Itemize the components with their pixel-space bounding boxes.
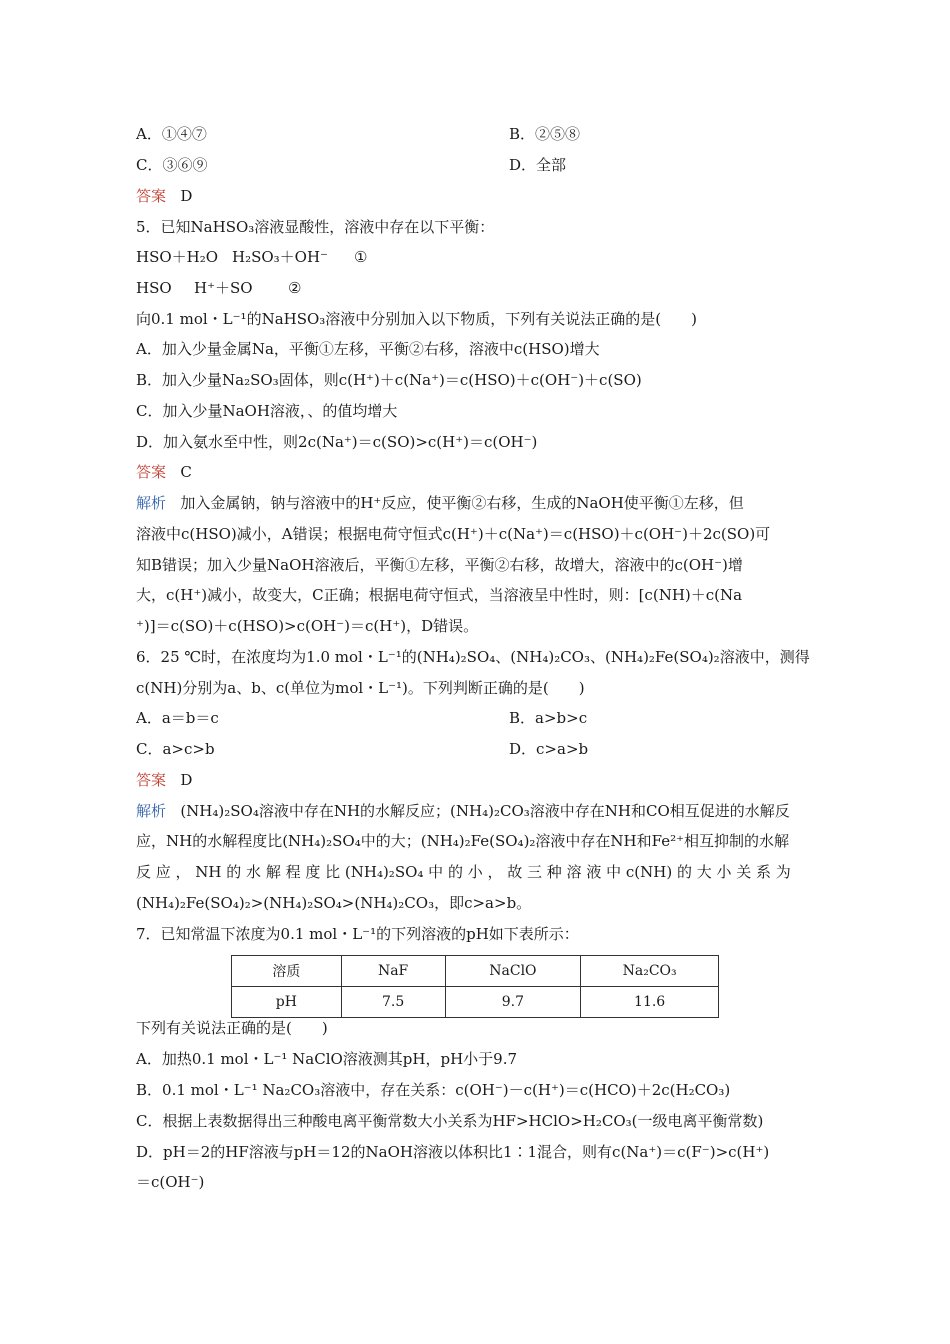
q4-option-b: B．②⑤⑧ bbox=[509, 125, 581, 143]
table-row bbox=[232, 987, 719, 1018]
table-cell: 9.7 bbox=[445, 987, 581, 1018]
table-cell: pH bbox=[232, 987, 342, 1018]
q6-option-c: C．a>c>b bbox=[136, 740, 215, 758]
q6-explanation-line-3: 反 应 ， NH 的 水 解 程 度 比 (NH₄)₂SO₄ 中 的 小 ， 故 三 种 溶 液 中 c(NH) 的 大 小 关 系 为 bbox=[136, 863, 791, 881]
q5-option-d: D．加入氨水至中性，则2c(Na⁺)＝c(SO)>c(H⁺)＝c(OH⁻) bbox=[136, 433, 538, 451]
eq1-right: H₂SO₃＋OH⁻ bbox=[232, 248, 328, 266]
q7-question: 下列有关说法正确的是( ) bbox=[136, 1019, 328, 1037]
q5-explanation-line-4: 大，c(H⁺)减小，故变大，C正确；根据电荷守恒式，当溶液呈中性时，则：[c(NH)＋c(Na bbox=[136, 586, 743, 604]
q4-option-d: D．全部 bbox=[509, 156, 567, 174]
table-cell: NaClO bbox=[445, 956, 581, 987]
q4-answer bbox=[136, 186, 192, 206]
answer-value: D bbox=[180, 187, 193, 205]
eq2-left: HSO bbox=[136, 279, 172, 297]
answer-label: 答案 bbox=[136, 463, 167, 481]
q6-answer bbox=[136, 770, 192, 790]
answer-label: 答案 bbox=[136, 771, 167, 789]
eq1-left: HSO＋H₂O bbox=[136, 248, 219, 266]
q5-explanation-line-3: 知B错误；加入少量NaOH溶液后，平衡①左移，平衡②右移，故增大，溶液中的c(OH⁻)增 bbox=[136, 556, 743, 574]
q6-option-d: D．c>a>b bbox=[509, 740, 589, 758]
q7-option-d-line-2: ＝c(OH⁻) bbox=[136, 1173, 205, 1191]
explanation-text: 加入金属钠，钠与溶液中的H⁺反应，使平衡②右移，生成的NaOH使平衡①左移，但 bbox=[180, 494, 744, 512]
q5-explanation-line-2: 溶液中c(HSO)减小，A错误；根据电荷守恒式c(H⁺)＋c(Na⁺)＝c(HSO)＋c(OH⁻)＋2c(SO)可 bbox=[136, 525, 771, 543]
table-cell: 11.6 bbox=[581, 987, 719, 1018]
q6-explanation-line-2: 应，NH的水解程度比(NH₄)₂SO₄中的大；(NH₄)₂Fe(SO₄)₂溶液中存在NH和Fe²⁺相互抑制的水解 bbox=[136, 832, 790, 850]
explanation-label: 解析 bbox=[136, 802, 167, 820]
eq2-right: H⁺＋SO bbox=[194, 279, 253, 297]
table-cell: NaF bbox=[341, 956, 445, 987]
q5-equation-1 bbox=[136, 247, 368, 267]
q5-explanation-line-1 bbox=[136, 493, 744, 513]
q5-question: 向0.1 mol・L⁻¹的NaHSO₃溶液中分别加入以下物质，下列有关说法正确的是( ) bbox=[136, 310, 698, 328]
table-cell: 溶质 bbox=[232, 956, 342, 987]
q7-option-c: C．根据上表数据得出三种酸电离平衡常数大小关系为HF>HClO>H₂CO₃(一级电离平衡常数) bbox=[136, 1112, 764, 1130]
q7-option-a: A．加热0.1 mol・L⁻¹ NaClO溶液测其pH，pH小于9.7 bbox=[136, 1050, 518, 1068]
q6-option-b: B．a>b>c bbox=[509, 709, 588, 727]
explanation-text: (NH₄)₂SO₄溶液中存在NH的水解反应；(NH₄)₂CO₃溶液中存在NH和CO相互促进的水解反 bbox=[180, 802, 790, 820]
table-cell: Na₂CO₃ bbox=[581, 956, 719, 987]
q7-option-d-line-1: D．pH＝2的HF溶液与pH＝12的NaOH溶液以体积比1∶1混合，则有c(Na⁺)＝c(F⁻)>c(H⁺) bbox=[136, 1143, 770, 1161]
q4-option-a: A．①④⑦ bbox=[136, 125, 207, 143]
q5-option-a: A．加入少量金属Na，平衡①左移，平衡②右移，溶液中c(HSO)增大 bbox=[136, 340, 600, 358]
eq2-number: ② bbox=[288, 279, 302, 297]
q5-explanation-line-5: ⁺)]＝c(SO)＋c(HSO)>c(OH⁻)＝c(H⁺)，D错误。 bbox=[136, 617, 479, 635]
q6-explanation-line-1 bbox=[136, 801, 790, 821]
q5-option-b: B．加入少量Na₂SO₃固体，则c(H⁺)＋c(Na⁺)＝c(HSO)＋c(OH⁻)＋c(SO) bbox=[136, 371, 642, 389]
q6-explanation-line-4: (NH₄)₂Fe(SO₄)₂>(NH₄)₂SO₄>(NH₄)₂CO₃，即c>a>b。 bbox=[136, 894, 532, 912]
q7-option-b: B．0.1 mol・L⁻¹ Na₂CO₃溶液中，存在关系：c(OH⁻)－c(H⁺)＝c(HCO)＋2c(H₂CO₃) bbox=[136, 1081, 731, 1099]
table-header-row bbox=[232, 956, 719, 987]
explanation-label: 解析 bbox=[136, 494, 167, 512]
q7-stem: 7．已知常温下浓度为0.1 mol・L⁻¹的下列溶液的pH如下表所示： bbox=[136, 925, 579, 943]
answer-label: 答案 bbox=[136, 187, 167, 205]
q5-equation-2 bbox=[136, 278, 302, 298]
q5-stem: 5．已知NaHSO₃溶液显酸性，溶液中存在以下平衡： bbox=[136, 218, 495, 236]
q6-stem-line-2: c(NH)分别为a、b、c(单位为mol・L⁻¹)。下列判断正确的是( ) bbox=[136, 679, 585, 697]
q6-option-a: A．a＝b＝c bbox=[136, 709, 219, 727]
eq1-number: ① bbox=[354, 248, 368, 266]
q4-option-c: C．③⑥⑨ bbox=[136, 156, 208, 174]
q5-answer bbox=[136, 462, 192, 482]
table-cell: 7.5 bbox=[341, 987, 445, 1018]
answer-value: D bbox=[180, 771, 193, 789]
q6-stem-line-1: 6．25 ℃时，在浓度均为1.0 mol・L⁻¹的(NH₄)₂SO₄、(NH₄)₂CO₃、(NH₄)₂Fe(SO₄)₂溶液中，测得 bbox=[136, 648, 810, 666]
answer-value: C bbox=[180, 463, 192, 481]
q5-option-c: C．加入少量NaOH溶液，、的值均增大 bbox=[136, 402, 398, 420]
ph-table bbox=[231, 955, 719, 1018]
